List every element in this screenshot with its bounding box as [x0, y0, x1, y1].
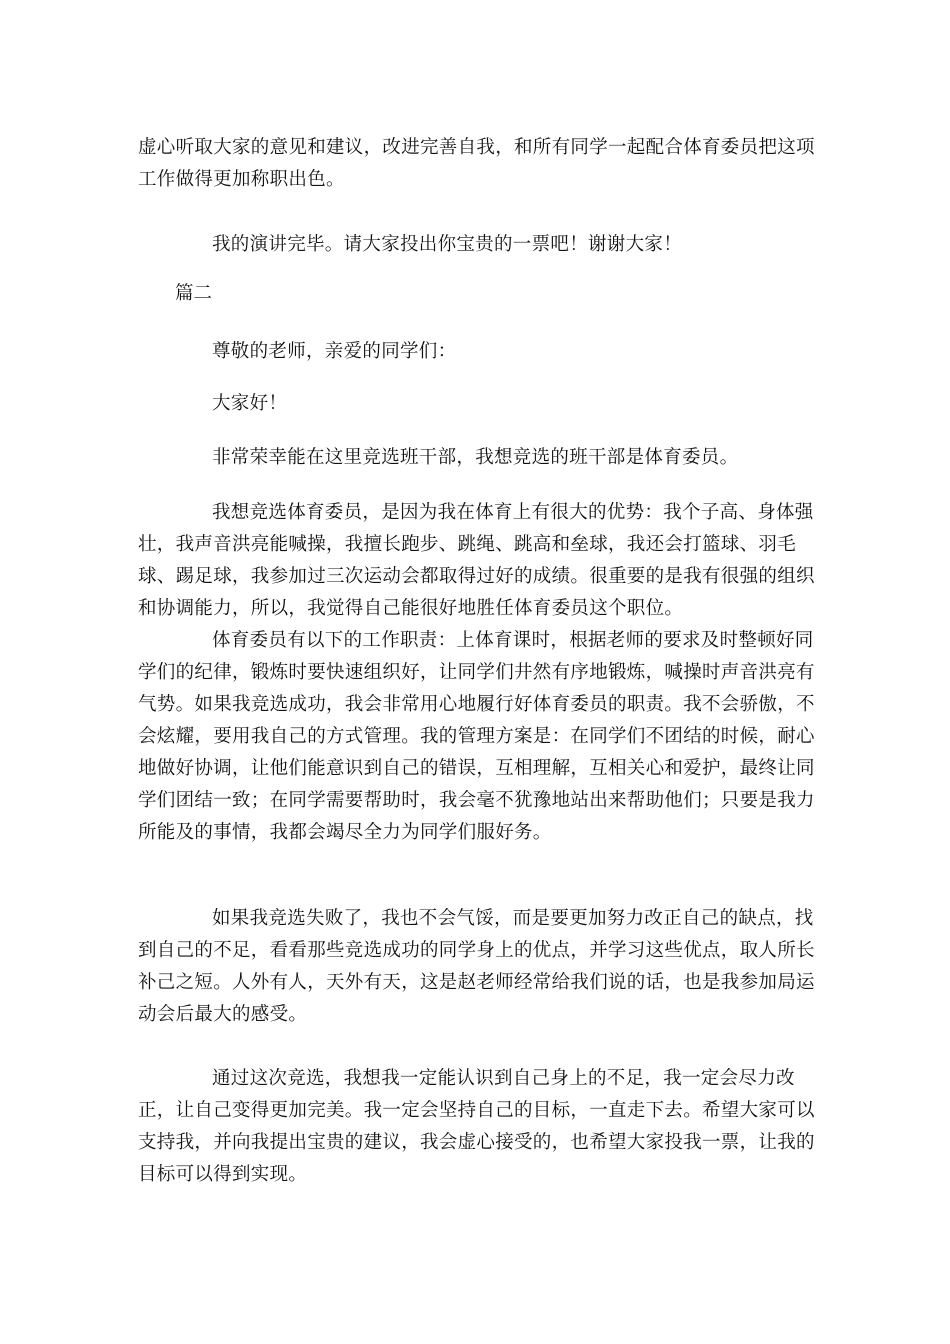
paragraph-conclusion: 通过这次竞选，我想我一定能认识到自己身上的不足，我一定会尽力改正，让自己变得更加完美。我一定会坚持自己的目标，一直走下去。希望大家可以支持我，并向我提出宝贵的建议，我会虚心接受的，也希望大家投我一票，让我的目标可以得到实现。 — [138, 1068, 815, 1185]
paragraph-greeting: 大家好！ — [212, 393, 288, 414]
paragraph-intro: 非常荣幸能在这里竞选班干部，我想竞选的班干部是体育委员。 — [212, 447, 739, 468]
paragraph-advantages: 我想竞选体育委员，是因为我在体育上有很大的优势：我个子高、身体强壮，我声音洪亮能喊操，我擅长跑步、跳绳、跳高和垒球，我还会打篮球、羽毛球、踢足球，我参加过三次运动会都取得过好的成绩。很重要的是我有很强的组织和协调能力，所以，我觉得自己能很好地胜任体育委员这个职位。 — [138, 502, 815, 619]
paragraph-if-fail: 如果我竞选失败了，我也不会气馁，而是要更加努力改正自己的缺点，找到自己的不足，看看那些竞选成功的同学身上的优点，并学习这些优点，取人所长补己之短。人外有人，天外有天，这是赵老师经常给我们说的话，也是我参加局运动会后最大的感受。 — [138, 908, 815, 1025]
paragraph-salutation: 尊敬的老师，亲爱的同学们： — [212, 341, 457, 362]
paragraph-duties: 体育委员有以下的工作职责：上体育课时，根据老师的要求及时整顿好同学们的纪律，锻炼时要快速组织好，让同学们井然有序地锻炼，喊操时声音洪亮有气势。如果我竞选成功，我会非常用心地履行好体育委员的职责。我不会骄傲，不会炫耀，要用我自己的方式管理。我的管理方案是：在同学们不团结的时候，耐心地做好协调，让他们能意识到自己的错误，互相理解，互相关心和爱护，最终让同学们团结一致；在同学需要帮助时，我会毫不犹豫地站出来帮助他们；只要是我力所能及的事情，我都会竭尽全力为同学们服好务。 — [138, 630, 815, 843]
paragraph-closing: 我的演讲完毕。请大家投出你宝贵的一票吧！谢谢大家！ — [212, 234, 683, 255]
paragraph-continuation: 虚心听取大家的意见和建议，改进完善自我，和所有同学一起配合体育委员把这项工作做得更加称职出色。 — [138, 137, 815, 190]
section-heading: 篇二 — [175, 283, 213, 304]
